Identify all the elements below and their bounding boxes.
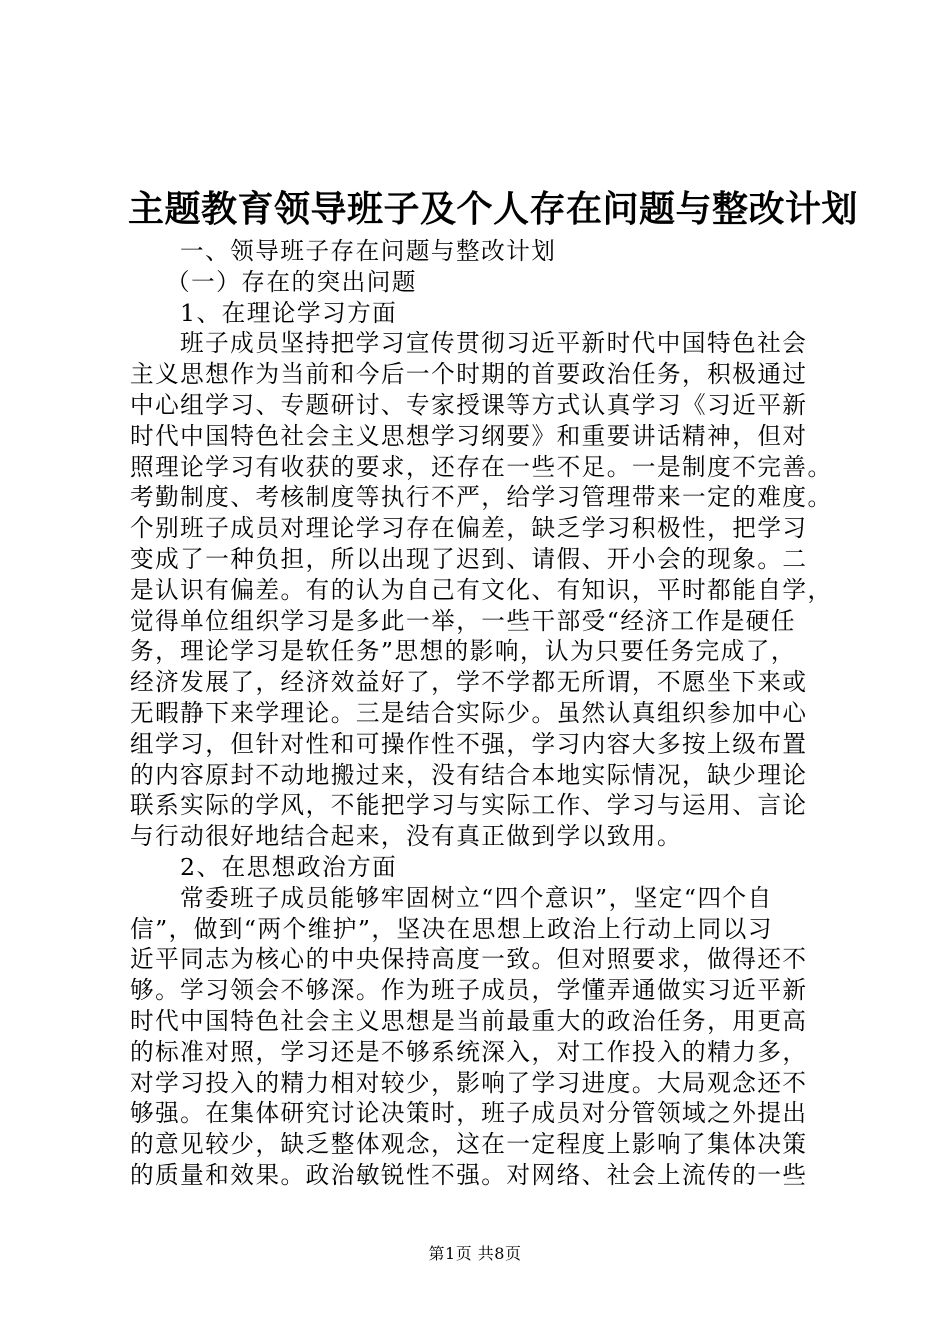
paragraph-line: 务，理论学习是软任务”思想的影响，认为只要任务完成了， <box>130 637 796 666</box>
paragraph-line: 个别班子成员对理论学习存在偏差，缺乏学习积极性，把学习 <box>130 514 808 543</box>
paragraph-line: 变成了一种负担，所以出现了迟到、请假、开小会的现象。二 <box>130 544 808 573</box>
document-title: 主题教育领导班子及个人存在问题与整改计划 <box>128 188 859 230</box>
item-heading: 1、在理论学习方面 <box>180 298 398 327</box>
paragraph-line: 与行动很好地结合起来，没有真正做到学以致用。 <box>130 822 683 851</box>
paragraph-line: 近平同志为核心的中央保持高度一致。但对照要求，做得还不 <box>130 945 808 974</box>
paragraph-line: 的意见较少，缺乏整体观念，这在一定程度上影响了集体决策 <box>130 1130 808 1159</box>
paragraph-line: 无暇静下来学理论。三是结合实际少。虽然认真组织参加中心 <box>130 698 808 727</box>
paragraph-line: 照理论学习有收获的要求，还存在一些不足。一是制度不完善。 <box>130 452 833 481</box>
paragraph-line: 的内容原封不动地搬过来，没有结合本地实际情况，缺少理论 <box>130 760 808 789</box>
paragraph-line: 够强。在集体研究讨论决策时，班子成员对分管领域之外提出 <box>130 1099 808 1128</box>
paragraph-line: 联系实际的学风，不能把学习与实际工作、学习与运用、言论 <box>130 791 808 820</box>
paragraph-line: 的标准对照，学习还是不够系统深入，对工作投入的精力多， <box>130 1037 808 1066</box>
paragraph-line: 信”，做到“两个维护”，坚决在思想上政治上行动上同以习 <box>130 914 773 943</box>
document-body <box>130 236 833 1191</box>
paragraph-line: 对学习投入的精力相对较少，影响了学习进度。大局观念还不 <box>130 1068 808 1097</box>
paragraph-line: 觉得单位组织学习是多此一举，一些干部受“经济工作是硬任 <box>130 606 796 635</box>
paragraph-line: 够。学习领会不够深。作为班子成员，学懂弄通做实习近平新 <box>130 976 808 1005</box>
paragraph-line: 是认识有偏差。有的认为自己有文化、有知识，平时都能自学， <box>130 575 833 604</box>
section-heading: 一、领导班子存在问题与整改计划 <box>180 237 557 265</box>
paragraph-line: 考勤制度、考核制度等执行不严，给学习管理带来一定的难度。 <box>130 483 833 512</box>
subsection-heading: （一）存在的突出问题 <box>166 267 417 296</box>
paragraph-line: 班子成员坚持把学习宣传贯彻习近平新时代中国特色社会 <box>180 329 808 358</box>
paragraph-line: 的质量和效果。政治敏锐性不强。对网络、社会上流传的一些 <box>130 1160 808 1189</box>
paragraph-line: 主义思想作为当前和今后一个时期的首要政治任务，积极通过 <box>130 360 808 389</box>
paragraph-line: 时代中国特色社会主义思想是当前最重大的政治任务，用更高 <box>130 1006 808 1035</box>
paragraph-line: 常委班子成员能够牢固树立“四个意识”，坚定“四个自 <box>180 883 773 912</box>
item-heading: 2、在思想政治方面 <box>180 852 398 881</box>
paragraph-line: 时代中国特色社会主义思想学习纲要》和重要讲话精神，但对 <box>130 421 808 450</box>
page-footer: 第1页 共8页 <box>428 1244 522 1263</box>
paragraph-line: 经济发展了，经济效益好了，学不学都无所谓，不愿坐下来或 <box>130 668 808 697</box>
paragraph-line: 组学习，但针对性和可操作性不强，学习内容大多按上级布置 <box>130 729 808 758</box>
paragraph-line: 中心组学习、专题研讨、专家授课等方式认真学习《习近平新 <box>130 390 808 419</box>
